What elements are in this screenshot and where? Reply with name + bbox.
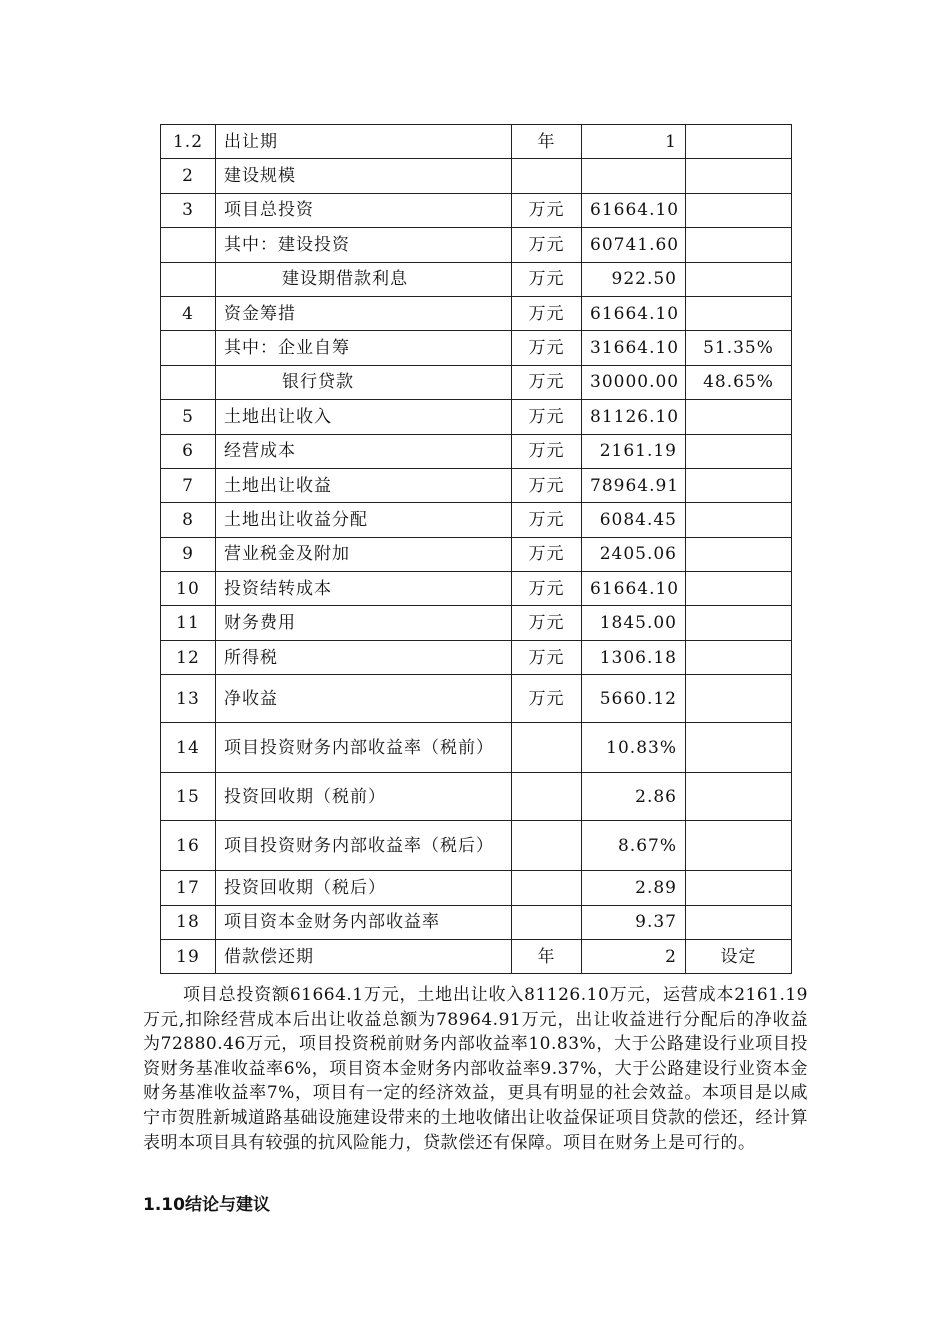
table-row [161, 503, 792, 537]
row-number: 6 [161, 434, 216, 468]
row-number: 14 [161, 723, 216, 773]
table-row [161, 572, 792, 606]
row-value: 81126.10 [582, 400, 686, 434]
row-note: 设定 [686, 940, 792, 974]
row-unit: 万元 [512, 675, 582, 723]
row-unit [512, 159, 582, 193]
row-unit: 万元 [512, 537, 582, 571]
row-unit: 万元 [512, 434, 582, 468]
table-row [161, 365, 792, 399]
row-unit: 万元 [512, 400, 582, 434]
row-note [686, 871, 792, 905]
row-value: 2.89 [582, 871, 686, 905]
indicator-table [160, 124, 792, 974]
row-number: 7 [161, 468, 216, 502]
row-number: 16 [161, 821, 216, 871]
row-note [686, 193, 792, 227]
row-value: 2 [582, 940, 686, 974]
row-unit: 万元 [512, 193, 582, 227]
summary-paragraph: 项目总投资额61664.1万元，土地出让收入81126.10万元，运营成本2161.19万元,扣除经营成本后出让收益总额为78964.91万元，出让收益进行分配后的净收益为72880.46万元，项目投资税前财务内部收益率10.83%，大于公路建设行业项目投资财务基准收益率6%，项目资本金财务内部收益率9.37%，大于公路建设行业资本金财务基准收益率7%，项目有一定的经济效益，更具有明显的社会效益。本项目是以咸宁市贺胜新城道路基础设施建设带来的土地收储出让收益保证项目贷款的偿还，经计算表明本项目具有较强的抗风险能力，贷款偿还有保障。项目在财务上是可行的。 [143, 985, 808, 1153]
row-unit: 万元 [512, 262, 582, 296]
row-value: 5660.12 [582, 675, 686, 723]
row-number: 8 [161, 503, 216, 537]
row-value: 1306.18 [582, 640, 686, 674]
row-value: 78964.91 [582, 468, 686, 502]
row-unit: 万元 [512, 606, 582, 640]
row-item: 其中：企业自筹 [216, 331, 512, 365]
row-item: 项目资本金财务内部收益率 [216, 905, 512, 939]
row-unit: 万元 [512, 365, 582, 399]
row-value: 10.83% [582, 723, 686, 773]
row-number: 9 [161, 537, 216, 571]
row-number: 4 [161, 296, 216, 330]
row-item: 银行贷款 [216, 365, 512, 399]
row-note: 48.65% [686, 365, 792, 399]
table-row [161, 821, 792, 871]
row-number: 1.2 [161, 125, 216, 159]
row-item: 土地出让收入 [216, 400, 512, 434]
row-unit: 万元 [512, 468, 582, 502]
row-value: 31664.10 [582, 331, 686, 365]
table-row [161, 331, 792, 365]
row-item: 净收益 [216, 675, 512, 723]
table-row [161, 468, 792, 502]
row-number: 11 [161, 606, 216, 640]
row-note [686, 296, 792, 330]
row-value: 2.86 [582, 773, 686, 821]
row-number: 3 [161, 193, 216, 227]
row-number [161, 228, 216, 262]
row-value: 9.37 [582, 905, 686, 939]
row-note [686, 572, 792, 606]
row-note [686, 262, 792, 296]
row-note [686, 821, 792, 871]
row-value: 61664.10 [582, 296, 686, 330]
row-unit: 万元 [512, 296, 582, 330]
row-unit: 万元 [512, 228, 582, 262]
table-row [161, 159, 792, 193]
table-row [161, 537, 792, 571]
row-value: 2405.06 [582, 537, 686, 571]
row-item: 土地出让收益分配 [216, 503, 512, 537]
row-item: 经营成本 [216, 434, 512, 468]
row-value: 2161.19 [582, 434, 686, 468]
financial-indicator-table [160, 124, 791, 974]
table-row [161, 871, 792, 905]
row-unit: 万元 [512, 640, 582, 674]
row-note [686, 400, 792, 434]
table-row [161, 125, 792, 159]
row-number: 2 [161, 159, 216, 193]
row-value: 61664.10 [582, 193, 686, 227]
row-number [161, 365, 216, 399]
row-item: 建设规模 [216, 159, 512, 193]
row-unit: 年 [512, 125, 582, 159]
row-note [686, 537, 792, 571]
row-number: 18 [161, 905, 216, 939]
row-number [161, 331, 216, 365]
row-number: 12 [161, 640, 216, 674]
row-item: 投资回收期（税后） [216, 871, 512, 905]
row-item: 投资回收期（税前） [216, 773, 512, 821]
table-row [161, 773, 792, 821]
row-note [686, 640, 792, 674]
row-note [686, 468, 792, 502]
row-unit [512, 905, 582, 939]
row-unit: 万元 [512, 331, 582, 365]
row-number: 10 [161, 572, 216, 606]
row-note [686, 675, 792, 723]
row-item: 出让期 [216, 125, 512, 159]
row-note [686, 773, 792, 821]
table-row [161, 905, 792, 939]
row-value: 1845.00 [582, 606, 686, 640]
row-number: 17 [161, 871, 216, 905]
row-number: 13 [161, 675, 216, 723]
row-value: 61664.10 [582, 572, 686, 606]
row-unit: 年 [512, 940, 582, 974]
row-number: 19 [161, 940, 216, 974]
row-item: 投资结转成本 [216, 572, 512, 606]
row-item: 项目总投资 [216, 193, 512, 227]
row-unit [512, 773, 582, 821]
table-row [161, 262, 792, 296]
row-unit [512, 821, 582, 871]
row-note [686, 125, 792, 159]
table-row [161, 228, 792, 262]
row-note [686, 159, 792, 193]
table-row [161, 193, 792, 227]
row-number: 15 [161, 773, 216, 821]
section-heading: 1.10结论与建议 [143, 1195, 270, 1215]
row-value: 60741.60 [582, 228, 686, 262]
table-row [161, 296, 792, 330]
table-row [161, 723, 792, 773]
row-item: 其中：建设投资 [216, 228, 512, 262]
row-item: 项目投资财务内部收益率（税后） [216, 821, 512, 871]
row-number [161, 262, 216, 296]
row-item: 营业税金及附加 [216, 537, 512, 571]
row-note [686, 434, 792, 468]
row-value: 922.50 [582, 262, 686, 296]
row-item: 财务费用 [216, 606, 512, 640]
table-row [161, 434, 792, 468]
row-unit: 万元 [512, 503, 582, 537]
row-unit: 万元 [512, 572, 582, 606]
row-note [686, 503, 792, 537]
table-row [161, 675, 792, 723]
row-unit [512, 871, 582, 905]
row-number: 5 [161, 400, 216, 434]
row-value: 1 [582, 125, 686, 159]
row-unit [512, 723, 582, 773]
row-value [582, 159, 686, 193]
row-note [686, 606, 792, 640]
table-row [161, 606, 792, 640]
row-item: 借款偿还期 [216, 940, 512, 974]
row-value: 6084.45 [582, 503, 686, 537]
table-row [161, 400, 792, 434]
row-item: 土地出让收益 [216, 468, 512, 502]
row-note [686, 905, 792, 939]
row-note [686, 228, 792, 262]
row-item: 资金筹措 [216, 296, 512, 330]
row-item: 所得税 [216, 640, 512, 674]
row-value: 30000.00 [582, 365, 686, 399]
row-value: 8.67% [582, 821, 686, 871]
row-item: 建设期借款利息 [216, 262, 512, 296]
row-note [686, 723, 792, 773]
row-note: 51.35% [686, 331, 792, 365]
table-row [161, 640, 792, 674]
row-item: 项目投资财务内部收益率（税前） [216, 723, 512, 773]
table-row [161, 940, 792, 974]
